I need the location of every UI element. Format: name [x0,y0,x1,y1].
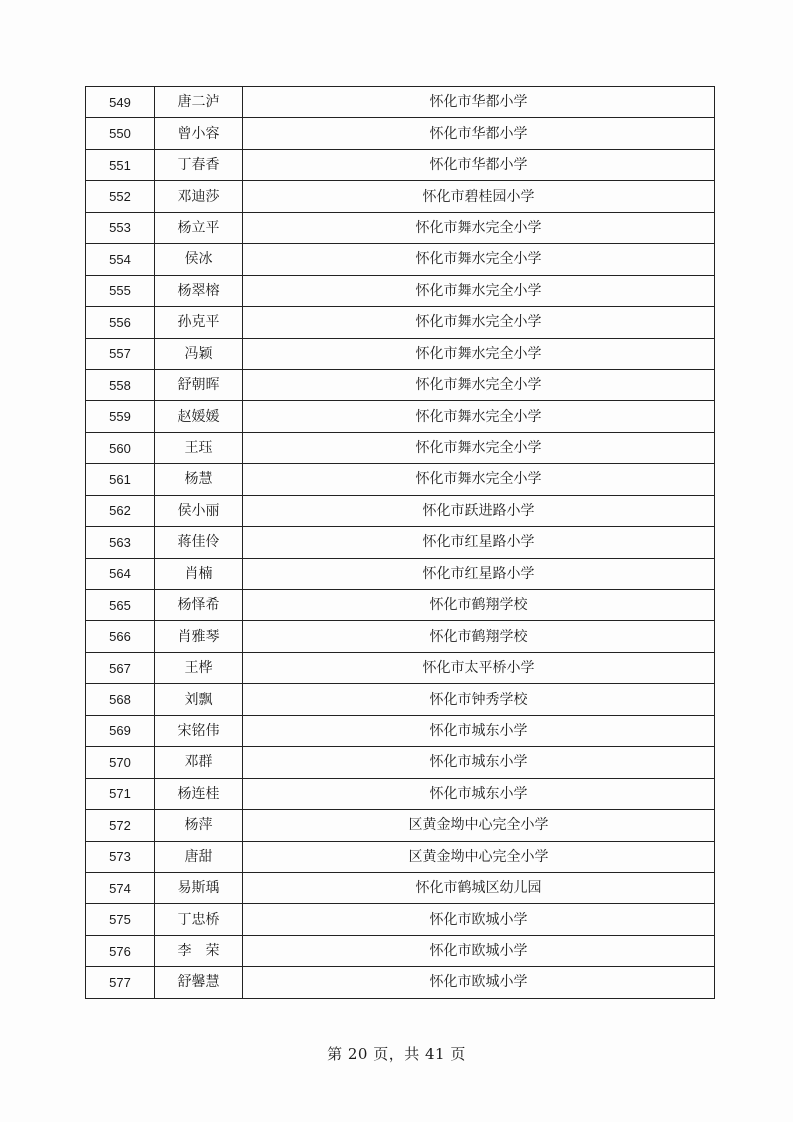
row-number-cell: 576 [86,935,155,966]
table-row [86,244,715,275]
table-row [86,652,715,683]
school-name-cell: 怀化市舞水完全小学 [243,369,715,400]
teacher-name-cell: 肖楠 [155,558,243,589]
teacher-name-cell: 王桦 [155,652,243,683]
table-row [86,778,715,809]
teacher-name-cell: 杨萍 [155,810,243,841]
row-number-cell: 553 [86,212,155,243]
school-name-cell: 怀化市华都小学 [243,149,715,180]
row-number-cell: 567 [86,652,155,683]
row-number-cell: 557 [86,338,155,369]
row-number-cell: 572 [86,810,155,841]
teacher-name-cell: 舒朝晖 [155,369,243,400]
teacher-name-cell: 易斯瑀 [155,872,243,903]
row-number-cell: 575 [86,904,155,935]
school-name-cell: 怀化市城东小学 [243,747,715,778]
school-name-cell: 怀化市红星路小学 [243,527,715,558]
table-row [86,621,715,652]
table-row [86,87,715,118]
row-number-cell: 571 [86,778,155,809]
table-row [86,338,715,369]
school-name-cell: 怀化市碧桂园小学 [243,181,715,212]
school-name-cell: 怀化市鹤翔学校 [243,621,715,652]
teacher-name-cell: 侯小丽 [155,495,243,526]
row-number-cell: 554 [86,244,155,275]
school-name-cell: 怀化市鹤城区幼儿园 [243,872,715,903]
table-row [86,904,715,935]
row-number-cell: 569 [86,715,155,746]
school-name-cell: 怀化市钟秀学校 [243,684,715,715]
row-number-cell: 552 [86,181,155,212]
teacher-name-cell: 侯冰 [155,244,243,275]
school-name-cell: 怀化市欧城小学 [243,935,715,966]
school-name-cell: 怀化市舞水完全小学 [243,401,715,432]
row-number-cell: 551 [86,149,155,180]
roster-table [85,86,715,999]
school-name-cell: 怀化市欧城小学 [243,904,715,935]
teacher-name-cell: 杨立平 [155,212,243,243]
row-number-cell: 549 [86,87,155,118]
table-row [86,527,715,558]
teacher-name-cell: 李 荣 [155,935,243,966]
row-number-cell: 555 [86,275,155,306]
school-name-cell: 怀化市舞水完全小学 [243,432,715,463]
teacher-name-cell: 杨连桂 [155,778,243,809]
teacher-name-cell: 丁春香 [155,149,243,180]
teacher-name-cell: 宋铭伟 [155,715,243,746]
table-row [86,558,715,589]
table-row [86,747,715,778]
school-name-cell: 怀化市跃进路小学 [243,495,715,526]
teacher-name-cell: 杨翠榕 [155,275,243,306]
row-number-cell: 574 [86,872,155,903]
teacher-name-cell: 曾小容 [155,118,243,149]
school-name-cell: 怀化市华都小学 [243,118,715,149]
teacher-name-cell: 唐二泸 [155,87,243,118]
page-number-footer: 第 20 页，共 41 页 [327,1045,466,1063]
table-row [86,401,715,432]
teacher-name-cell: 冯颖 [155,338,243,369]
school-name-cell: 怀化市城东小学 [243,715,715,746]
table-row [86,181,715,212]
teacher-name-cell: 肖雅琴 [155,621,243,652]
teacher-name-cell: 邓迪莎 [155,181,243,212]
row-number-cell: 570 [86,747,155,778]
school-name-cell: 怀化市城东小学 [243,778,715,809]
table-row [86,432,715,463]
school-name-cell: 怀化市华都小学 [243,87,715,118]
table-row [86,495,715,526]
table-row [86,590,715,621]
row-number-cell: 556 [86,307,155,338]
school-name-cell: 怀化市舞水完全小学 [243,464,715,495]
table-row [86,684,715,715]
table-row [86,841,715,872]
roster-table-body [86,87,715,999]
row-number-cell: 565 [86,590,155,621]
table-row [86,935,715,966]
row-number-cell: 562 [86,495,155,526]
teacher-name-cell: 孙克平 [155,307,243,338]
teacher-name-cell: 蒋佳伶 [155,527,243,558]
teacher-name-cell: 杨怿希 [155,590,243,621]
table-row [86,118,715,149]
table-row [86,149,715,180]
school-name-cell: 怀化市红星路小学 [243,558,715,589]
school-name-cell: 区黄金坳中心完全小学 [243,841,715,872]
school-name-cell: 怀化市舞水完全小学 [243,275,715,306]
row-number-cell: 560 [86,432,155,463]
teacher-name-cell: 赵媛媛 [155,401,243,432]
school-name-cell: 怀化市舞水完全小学 [243,244,715,275]
table-row [86,715,715,746]
table-row [86,810,715,841]
row-number-cell: 559 [86,401,155,432]
row-number-cell: 550 [86,118,155,149]
teacher-name-cell: 邓群 [155,747,243,778]
school-name-cell: 区黄金坳中心完全小学 [243,810,715,841]
table-row [86,967,715,998]
table-row [86,275,715,306]
teacher-name-cell: 唐甜 [155,841,243,872]
row-number-cell: 563 [86,527,155,558]
row-number-cell: 577 [86,967,155,998]
school-name-cell: 怀化市太平桥小学 [243,652,715,683]
row-number-cell: 573 [86,841,155,872]
table-row [86,307,715,338]
school-name-cell: 怀化市鹤翔学校 [243,590,715,621]
teacher-name-cell: 刘飘 [155,684,243,715]
teacher-name-cell: 杨慧 [155,464,243,495]
row-number-cell: 564 [86,558,155,589]
table-row [86,369,715,400]
school-name-cell: 怀化市欧城小学 [243,967,715,998]
school-name-cell: 怀化市舞水完全小学 [243,338,715,369]
table-row [86,872,715,903]
teacher-name-cell: 舒馨慧 [155,967,243,998]
row-number-cell: 566 [86,621,155,652]
row-number-cell: 568 [86,684,155,715]
teacher-name-cell: 丁忠桥 [155,904,243,935]
table-row [86,212,715,243]
teacher-name-cell: 王珏 [155,432,243,463]
school-name-cell: 怀化市舞水完全小学 [243,307,715,338]
row-number-cell: 558 [86,369,155,400]
row-number-cell: 561 [86,464,155,495]
school-name-cell: 怀化市舞水完全小学 [243,212,715,243]
table-row [86,464,715,495]
